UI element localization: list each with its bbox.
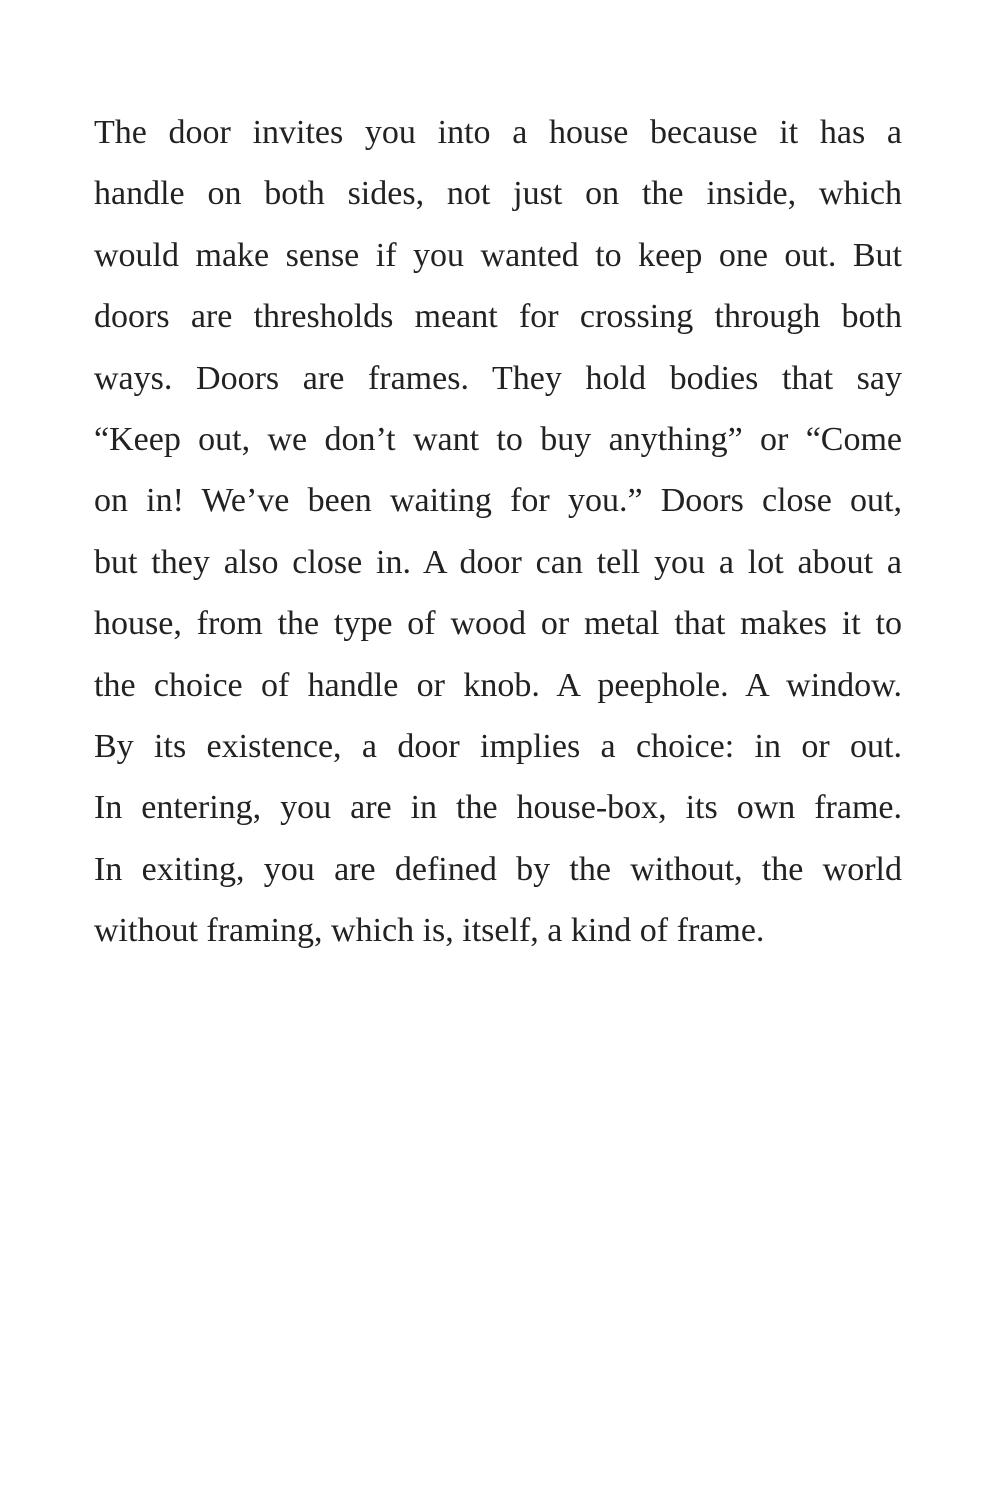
text-line: house, from the type of wood or metal that makes it to xyxy=(94,605,902,643)
text-line: the choice of handle or knob. A peephole. A window. xyxy=(94,666,902,704)
text-line: doors are thresholds meant for crossing through both xyxy=(94,298,902,336)
text-line: would make sense if you wanted to keep one out. But xyxy=(94,236,902,274)
text-line: ways. Doors are frames. They hold bodies that say xyxy=(94,359,902,397)
body-paragraph xyxy=(94,102,902,961)
text-line: By its existence, a door implies a choice: in or out. xyxy=(94,727,902,765)
text-line: “Keep out, we don’t want to buy anything” or “Come xyxy=(94,420,902,458)
text-line: but they also close in. A door can tell you a lot about a xyxy=(94,543,902,581)
text-line: without framing, which is, itself, a kind of frame. xyxy=(94,912,765,950)
text-line: In entering, you are in the house-box, its own frame. xyxy=(94,789,902,827)
text-line: The door invites you into a house because it has a xyxy=(94,114,902,151)
text-line: In exiting, you are defined by the without, the world xyxy=(94,850,902,888)
text-line: on in! We’ve been waiting for you.” Doors close out, xyxy=(94,482,902,520)
text-line: handle on both sides, not just on the inside, which xyxy=(94,175,902,213)
